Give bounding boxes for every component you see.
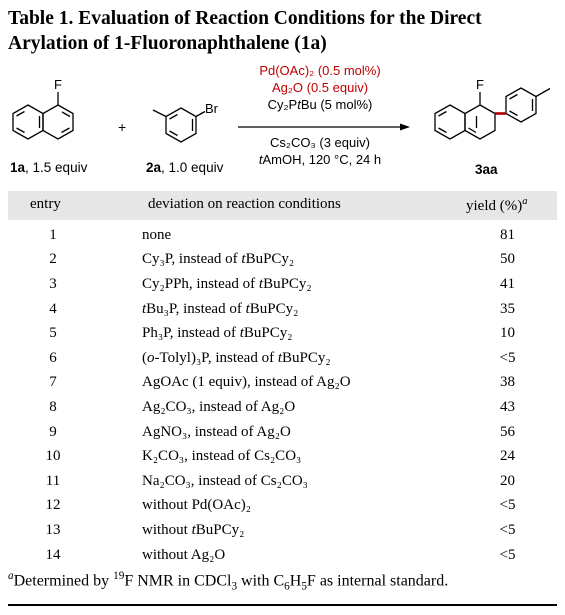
catalyst-condition: Pd(OAc)₂ (0.5 mol%): [259, 63, 381, 78]
entry-cell: 11: [45, 472, 61, 489]
bromine-label-2a: Br: [205, 101, 218, 116]
table-row: [8, 346, 557, 371]
table-footnote: $^a$Determined by $^{19}$F NMR in CDCl$_3$ with $C_6H_5F$ as internal standard.: [8, 570, 449, 593]
yield-cell: <5: [499, 497, 516, 514]
yield-cell: 81: [500, 226, 515, 243]
bromotoluene-structure: [153, 108, 205, 142]
header-deviation: deviation on reaction conditions: [148, 196, 341, 212]
entry-cell: 7: [49, 374, 57, 391]
yield-cell: 20: [500, 472, 515, 489]
yield-cell: <5: [499, 546, 516, 563]
deviation-cell: Cy₃P, instead of tBuPCy₂: [142, 251, 295, 268]
yield-cell: 35: [500, 300, 515, 317]
reaction-arrow: [238, 124, 410, 131]
deviation-cell: K₂CO₃, instead of Cs₂CO₃: [142, 448, 302, 465]
entry-cell: 9: [49, 423, 57, 440]
yield-cell: 24: [500, 448, 515, 465]
fluoronaphthalene-structure: [13, 92, 73, 139]
table-row: [8, 543, 557, 568]
deviation-cell: Ag₂CO₃, instead of Ag₂O: [142, 398, 296, 415]
deviation-cell: Cy₂PPh, instead of tBuPCy₂: [142, 275, 312, 292]
table-row: [8, 272, 557, 297]
table-row: [8, 395, 557, 420]
reaction-scheme: [0, 58, 565, 188]
conditions-above: [225, 62, 415, 113]
deviation-cell: AgOAc (1 equiv), instead of Ag₂O: [142, 374, 351, 391]
table-row: [8, 494, 557, 519]
deviation-cell: without Ag₂O: [142, 546, 226, 563]
deviation-cell: without Pd(OAc)₂: [142, 497, 251, 514]
oxidant-condition: Ag₂O (0.5 equiv): [271, 80, 369, 95]
entry-cell: 2: [49, 251, 57, 268]
fluorine-label-1a: F: [54, 77, 62, 92]
table-row: [8, 371, 557, 396]
plus-sign: +: [118, 119, 127, 135]
entry-cell: 6: [49, 349, 57, 366]
yield-cell: 50: [500, 251, 515, 268]
yield-cell: 10: [500, 325, 515, 342]
header-entry: entry: [30, 196, 61, 212]
entry-cell: 12: [45, 497, 61, 514]
entry-cell: 14: [45, 546, 61, 563]
fluorine-label-3aa: F: [476, 77, 484, 92]
conditions-table: [8, 223, 557, 567]
deviation-cell: without tBuPCy₂: [142, 521, 245, 538]
deviation-cell: tBu₃P, instead of tBuPCy₂: [142, 300, 299, 317]
label-3aa: 3aa: [475, 162, 498, 177]
label-1a: 1a, 1.5 equiv: [10, 160, 88, 175]
product-structure: [435, 88, 550, 139]
table-body: [8, 223, 557, 567]
yield-cell: 56: [500, 423, 515, 440]
deviation-cell: AgNO₃, instead of Ag₂O: [142, 423, 291, 440]
entry-cell: 10: [45, 448, 61, 465]
table-row: [8, 321, 557, 346]
entry-cell: 8: [49, 398, 57, 415]
base-condition: Cs₂CO₃ (3 equiv): [270, 135, 370, 150]
deviation-cell: (o-Tolyl)₃P, instead of tBuPCy₂: [142, 349, 331, 366]
entry-cell: 3: [49, 275, 57, 292]
table-row: [8, 469, 557, 494]
deviation-cell: none: [142, 226, 172, 243]
bottom-rule: [8, 604, 557, 606]
table-row: [8, 248, 557, 273]
entry-cell: 5: [49, 325, 57, 342]
table-row: [8, 223, 557, 248]
deviation-cell: Ph₃P, instead of tBuPCy₂: [142, 325, 293, 342]
deviation-cell: Na₂CO₃, instead of Cs₂CO₃: [142, 472, 308, 489]
table-row: [8, 420, 557, 445]
yield-cell: <5: [499, 349, 516, 366]
solvent-condition: tAmOH, 120 °C, 24 h: [258, 152, 382, 167]
entry-cell: 1: [49, 226, 57, 243]
table-row: [8, 444, 557, 469]
entry-cell: 4: [49, 300, 57, 317]
conditions-below: [225, 134, 415, 168]
entry-cell: 13: [45, 521, 61, 538]
yield-cell: 43: [500, 398, 515, 415]
yield-cell: 41: [500, 275, 515, 292]
yield-cell: 38: [500, 374, 515, 391]
header-yield: yield (%)$^a$: [466, 196, 528, 214]
yield-cell: <5: [499, 521, 516, 538]
ligand-condition: Cy₂PtBu (5 mol%): [267, 97, 373, 112]
table-title: Table 1. Evaluation of Reaction Conditions for the Direct Arylation of 1-Fluoronaphthalene (1a): [8, 8, 482, 54]
label-2a: 2a, 1.0 equiv: [146, 160, 224, 175]
table-row: [8, 297, 557, 322]
table-row: [8, 518, 557, 543]
